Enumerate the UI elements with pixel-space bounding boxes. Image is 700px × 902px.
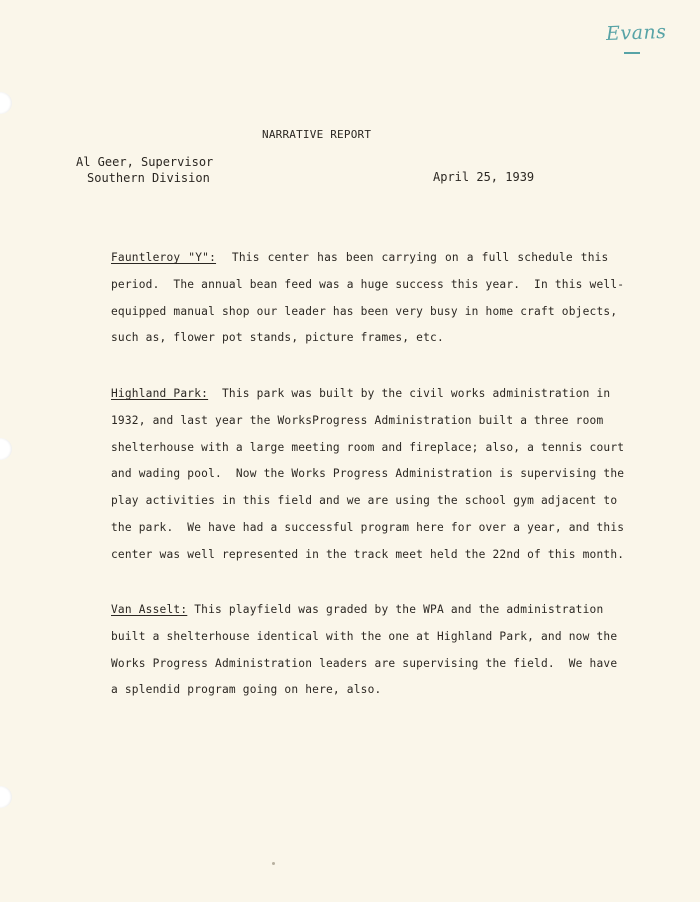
punch-hole-bottom — [0, 786, 12, 808]
paragraph-line: 1932, and last year the WorksProgress Administration built a three room — [111, 413, 604, 427]
paragraph-line: center was well represented in the track meet held the 22nd of this month. — [111, 547, 625, 561]
paragraph-line: a splendid program going on here, also. — [111, 683, 382, 697]
page-speck — [272, 862, 275, 865]
paragraph-line: equipped manual shop our leader has been very busy in home craft objects, — [111, 304, 618, 318]
paragraph-line: built a shelterhouse identical with the one at Highland Park, and now the — [111, 629, 618, 643]
paragraph-line: and wading pool. Now the Works Progress Administration is supervising the — [111, 467, 625, 481]
paragraph-line: such as, flower pot stands, picture frames, etc. — [111, 331, 444, 345]
paragraph-line: Works Progress Administration leaders are supervising the field. We have — [111, 656, 618, 670]
section-heading: Highland Park: — [111, 387, 209, 400]
punch-hole-top — [0, 92, 12, 114]
paragraph-line: This park was built by the civil works administration in — [208, 387, 611, 400]
paragraph-line: This center has been carrying on a full schedule this — [216, 251, 609, 264]
paragraph-line: shelterhouse with a large meeting room and fireplace; also, a tennis court — [111, 440, 625, 454]
supervisor-name: Al Geer, Supervisor — [76, 155, 214, 169]
report-date: April 25, 1939 — [433, 170, 535, 184]
section-heading: Van Asselt: — [111, 603, 188, 616]
paragraph-line: period. The annual bean feed was a huge success this year. In this well- — [111, 277, 625, 291]
section-highland-park — [111, 381, 631, 569]
punch-hole-middle — [0, 438, 12, 460]
section-first-line — [111, 381, 631, 408]
section-first-line — [111, 245, 631, 272]
paragraph-line: the park. We have had a successful program here for over a year, and this — [111, 520, 625, 534]
supervisor-block — [76, 154, 213, 186]
handwritten-underline — [624, 52, 640, 54]
paragraph-line: play activities in this field and we are using the school gym adjacent to — [111, 494, 618, 508]
section-heading: Fauntleroy "Y": — [111, 251, 217, 264]
report-title: NARRATIVE REPORT — [262, 128, 372, 141]
section-fauntleroy — [111, 245, 631, 352]
paragraph-line: This playfield was graded by the WPA and the administration — [187, 603, 604, 616]
section-first-line — [111, 597, 631, 624]
section-van-asselt — [111, 597, 631, 704]
supervisor-division: Southern Division — [87, 171, 210, 185]
handwritten-annotation: Evans — [605, 20, 667, 46]
